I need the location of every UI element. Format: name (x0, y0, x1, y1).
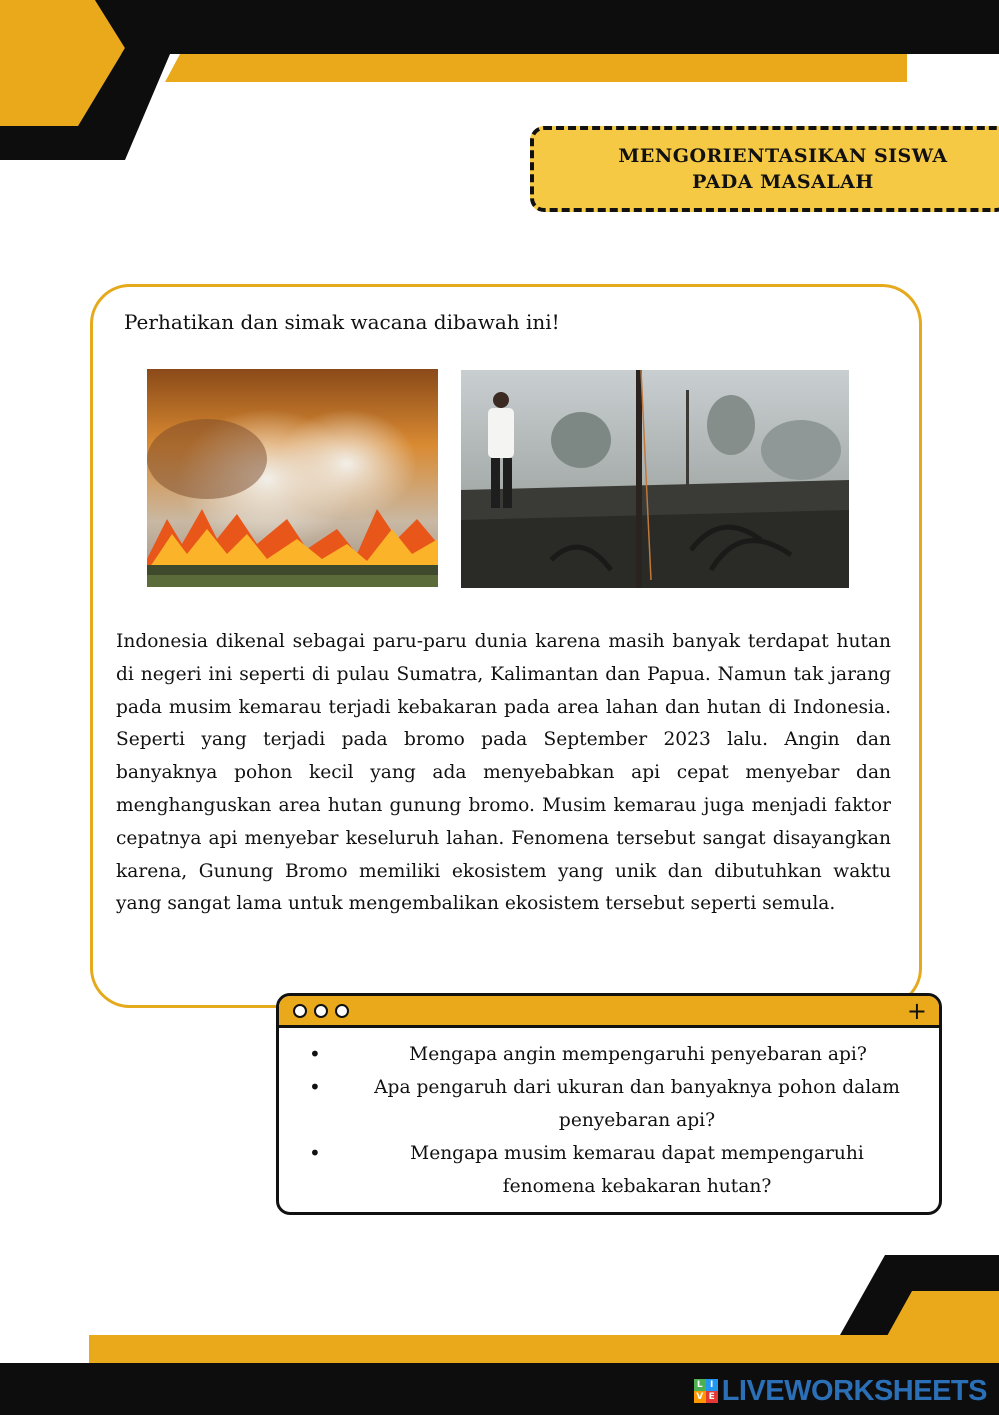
reading-passage: Indonesia dikenal sebagai paru-paru dunia karena masih banyak terdapat hutan di negeri ini seperti di pulau Sumatra, Kalimantan dan Papua. Namun tak jarang pada musim kemarau terjadi kebakaran pada area lahan dan hutan di Indonesia. Seperti yang terjadi pada bromo pada September 2023 lalu. Angin dan banyaknya pohon kecil yang ada menyebabkan api cepat menyebar dan menghanguskan area hutan gunung bromo. Musim kemarau juga menjadi faktor cepatnya api menyebar keseluruh lahan. Fenomena tersebut sangat disayangkan karena, Gunung Bromo memiliki ekosistem yang unik dan dibutuhkan waktu yang sangat lama untuk mengembalikan ekosistem tersebut seperti semula. (116, 631, 891, 915)
question-item: • Apa pengaruh dari ukuran dan banyaknya pohon dalam penyebaran api? (279, 1071, 942, 1137)
section-title-line-1: MENGORIENTASIKAN SISWA (618, 145, 948, 167)
logo-letter: L (694, 1379, 706, 1391)
plus-icon: + (906, 997, 927, 1025)
instruction-text: Perhatikan dan simak wacana dibawah ini! (124, 310, 560, 334)
liveworksheets-wordmark: LIVEWORKSHEETS (721, 1374, 987, 1407)
window-dot-icon (314, 1004, 328, 1018)
logo-letter: V (694, 1391, 706, 1403)
logo-letter: E (706, 1391, 718, 1403)
section-title-banner (530, 126, 999, 212)
section-title-line-2: PADA MASALAH (692, 171, 874, 193)
liveworksheets-watermark (694, 1376, 987, 1406)
liveworksheets-logo-icon (694, 1379, 718, 1403)
logo-letter: I (706, 1379, 718, 1391)
questions-window (276, 993, 942, 1215)
forest-fire-photo (147, 369, 438, 587)
question-list (279, 1038, 942, 1203)
question-item: • Mengapa angin mempengaruhi penyebaran api? (279, 1038, 942, 1071)
burned-forest-photo (461, 370, 849, 588)
window-dot-icon (335, 1004, 349, 1018)
question-item: • Mengapa musim kemarau dapat mempengaruhi fenomena kebakaran hutan? (279, 1137, 942, 1203)
window-dot-icon (293, 1004, 307, 1018)
questions-titlebar (279, 996, 939, 1028)
